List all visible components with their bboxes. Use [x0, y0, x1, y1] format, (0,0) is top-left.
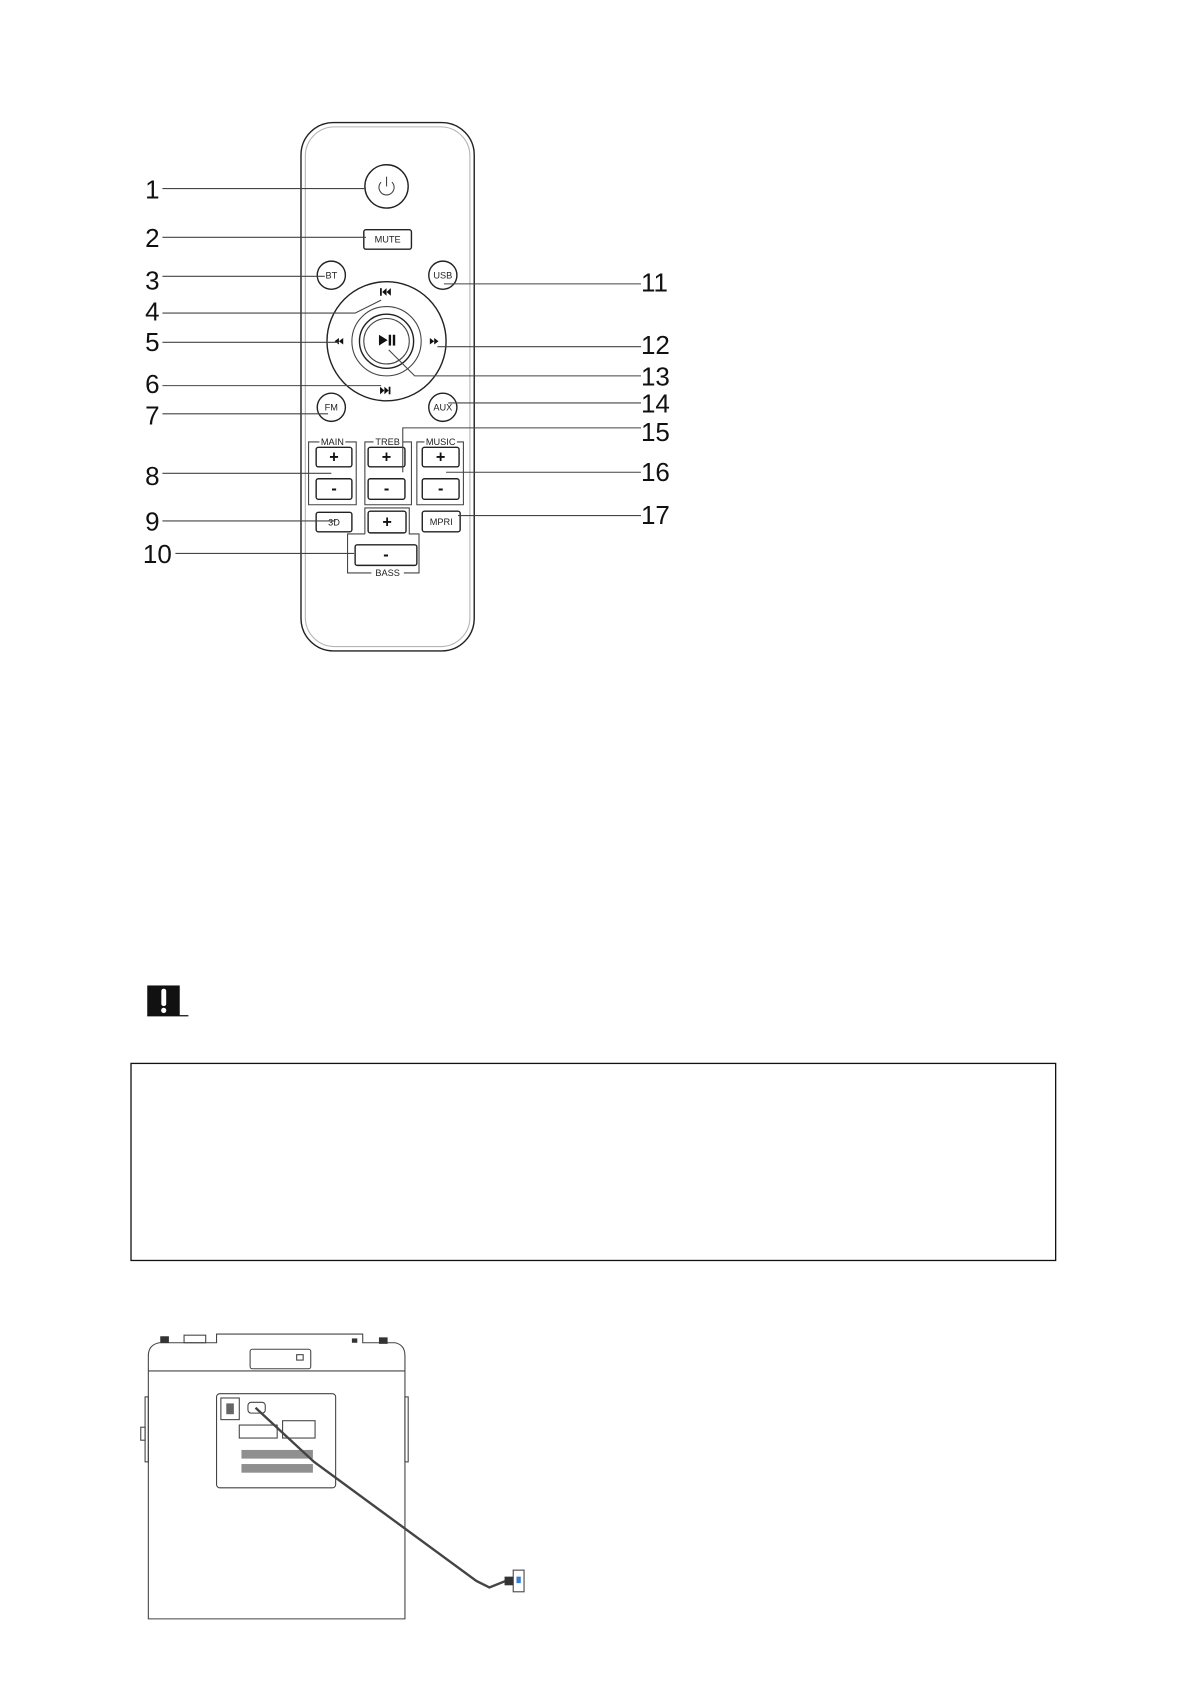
fm-label: FM	[324, 402, 338, 413]
usb-label: USB	[433, 270, 453, 281]
callout-1: 1	[145, 174, 160, 205]
callout-10: 10	[142, 539, 172, 570]
main-minus-button[interactable]	[316, 479, 352, 500]
callout-15: 15	[640, 416, 670, 447]
next-track-icon	[380, 387, 390, 395]
bt-label: BT	[325, 270, 338, 281]
main-plus-button[interactable]	[316, 447, 352, 466]
callout-4: 4	[145, 296, 160, 327]
callout-6: 6	[145, 369, 160, 400]
fast-forward-icon	[430, 338, 439, 344]
aux-label: AUX	[433, 402, 453, 413]
music-minus-button[interactable]	[422, 479, 459, 500]
usb-button[interactable]	[429, 261, 457, 289]
callout-3: 3	[145, 265, 160, 296]
minus-label: -	[383, 479, 390, 498]
callout-13: 13	[640, 361, 670, 392]
main-volume-group	[309, 437, 357, 505]
remote-control	[301, 123, 474, 651]
plus-label: +	[329, 448, 339, 467]
rewind-button[interactable]	[335, 338, 344, 344]
power-button[interactable]	[365, 165, 408, 208]
callout-5: 5	[145, 326, 160, 357]
music-plus-button[interactable]	[422, 447, 459, 466]
callout-numbers-left	[143, 174, 172, 569]
aux-button[interactable]	[429, 393, 457, 421]
power-icon	[379, 177, 394, 195]
fast-forward-button[interactable]	[430, 338, 439, 344]
callout-16: 16	[640, 456, 670, 487]
minus-label: -	[383, 545, 389, 564]
play-pause-button[interactable]	[379, 335, 395, 346]
callout-2: 2	[145, 223, 160, 254]
play-pause-icon	[379, 335, 395, 346]
mpri-button[interactable]	[422, 511, 460, 532]
fm-button[interactable]	[317, 393, 345, 421]
plus-label: +	[435, 448, 446, 467]
navigation-ring	[327, 282, 446, 401]
music-group	[417, 437, 464, 505]
bass-group	[348, 508, 419, 578]
treb-plus-button[interactable]	[368, 447, 405, 466]
callout-12: 12	[640, 330, 670, 361]
notice-box	[131, 1063, 1056, 1260]
treble-group	[365, 437, 412, 505]
bass-minus-button[interactable]	[355, 545, 417, 566]
callout-14: 14	[640, 388, 670, 419]
main-group-label: MAIN	[320, 437, 344, 448]
callout-11: 11	[640, 267, 668, 298]
plus-label: +	[382, 513, 392, 532]
callout-8: 8	[145, 461, 160, 492]
bass-plus-button[interactable]	[368, 511, 406, 533]
prev-track-button[interactable]	[380, 288, 391, 296]
next-track-button[interactable]	[380, 387, 390, 395]
bass-group-label: BASS	[375, 568, 400, 579]
mute-button[interactable]	[364, 230, 412, 249]
minus-label: -	[437, 479, 444, 498]
warning-exclamation-icon	[147, 985, 188, 1015]
rewind-icon	[335, 338, 344, 344]
bt-button[interactable]	[317, 261, 345, 289]
callout-7: 7	[145, 400, 160, 431]
mpri-label: MPRI	[429, 516, 453, 527]
callout-17: 17	[640, 500, 670, 531]
treb-group-label: TREB	[375, 437, 400, 448]
minus-label: -	[331, 479, 337, 498]
speaker-rear-illustration	[141, 1334, 524, 1619]
3d-label: 3D	[328, 517, 340, 528]
treb-minus-button[interactable]	[368, 479, 405, 500]
plus-label: +	[381, 448, 392, 467]
music-group-label: MUSIC	[425, 437, 456, 448]
3d-button[interactable]	[316, 512, 352, 531]
callout-9: 9	[145, 506, 160, 537]
prev-track-icon	[380, 288, 391, 296]
mute-label: MUTE	[374, 234, 401, 245]
callout-numbers-right	[641, 267, 670, 530]
